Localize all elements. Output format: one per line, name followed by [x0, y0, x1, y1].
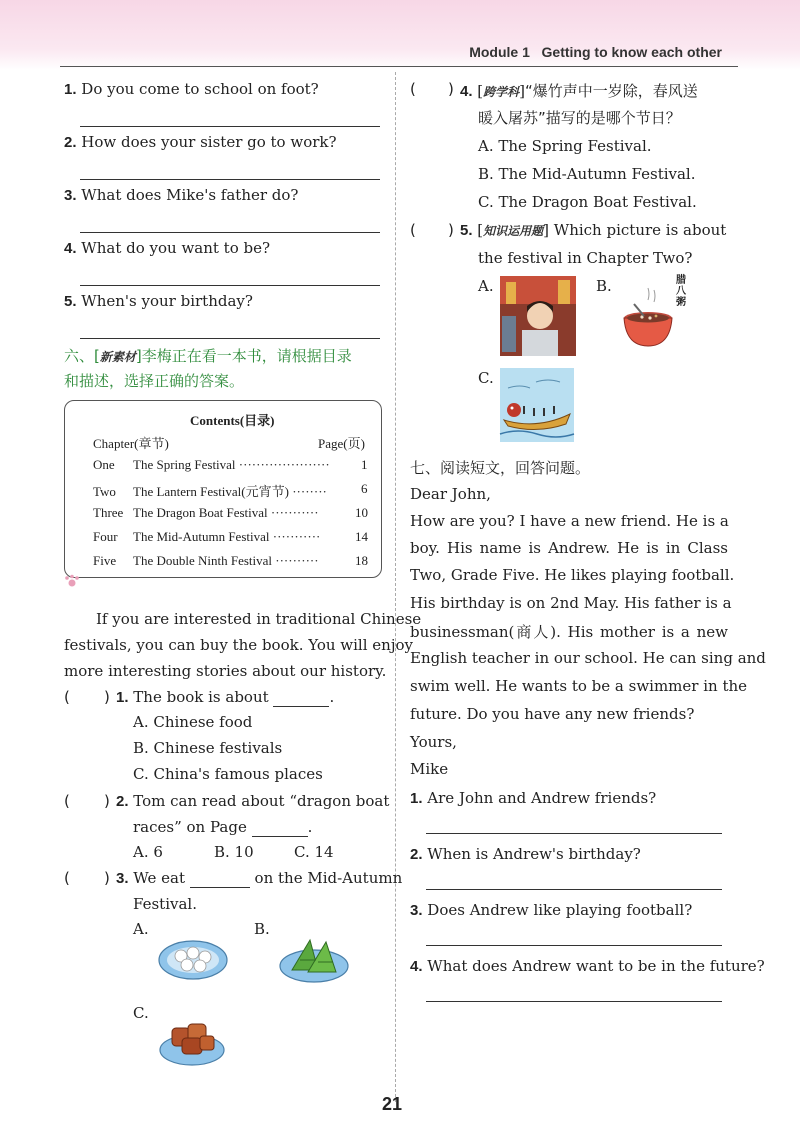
answer-line-2[interactable]: [80, 179, 380, 180]
answer-paren-close[interactable]: ): [448, 80, 454, 98]
q5-option-label[interactable]: C.: [478, 369, 494, 387]
answer-line[interactable]: [426, 945, 722, 946]
mooncake-plate-image[interactable]: [158, 1018, 226, 1066]
q5-option-label[interactable]: B.: [596, 277, 612, 295]
header-rule: [60, 66, 738, 67]
chapter-row: Five The Double Ninth Festival ··········: [93, 553, 319, 568]
q3-stem: 3. We eat on the Mid-Autumn: [116, 869, 403, 887]
q2-option[interactable]: B. 10: [214, 843, 254, 861]
q3-option-label[interactable]: C.: [133, 1004, 149, 1022]
module-title: Getting to know each other: [541, 44, 722, 60]
letter-greeting: Dear John,: [410, 485, 491, 503]
q1-option[interactable]: C. China's famous places: [133, 765, 323, 783]
answer-paren-open[interactable]: (: [410, 221, 416, 239]
q4-stem: 4. [跨学科]“爆竹声中一岁除，春风送: [460, 82, 698, 100]
dragon-boat-picture[interactable]: [500, 368, 574, 442]
letter-line: future. Do you have any new friends?: [410, 705, 695, 723]
question-1: 1. Do you come to school on foot?: [64, 80, 319, 98]
passage-line: If you are interested in traditional Chinese: [96, 610, 422, 628]
answer-paren-close[interactable]: ): [448, 221, 454, 239]
q5-option-label[interactable]: A.: [478, 277, 494, 295]
q5-stem: 5. [知识运用题] Which picture is about: [460, 221, 727, 239]
answer-paren-open[interactable]: (: [410, 80, 416, 98]
q1-option[interactable]: B. Chinese festivals: [133, 739, 283, 757]
q3-option-label[interactable]: B.: [254, 920, 270, 938]
page-header: [469, 44, 722, 60]
question-2: 2. How does your sister go to work?: [64, 133, 337, 151]
page-number: 21: [382, 1094, 403, 1114]
answer-line[interactable]: [426, 1001, 722, 1002]
chapter-row: One The Spring Festival ·····················: [93, 457, 330, 472]
zongzi-plate-image[interactable]: [278, 934, 350, 984]
question-4: 4. What do you want to be?: [64, 239, 271, 257]
answer-paren-close[interactable]: ): [104, 792, 110, 810]
answer-paren-close[interactable]: ): [104, 688, 110, 706]
answer-paren-open[interactable]: (: [64, 869, 70, 887]
fill-blank[interactable]: [252, 818, 308, 837]
passage-line: festivals, you can buy the book. You will enjoy: [64, 636, 413, 654]
section6-tag: 新素材: [99, 350, 136, 364]
letter-line: swim well. He wants to be a swimmer in the: [410, 677, 748, 695]
q1-stem: 1. The book is about .: [116, 688, 335, 706]
q3-option-label[interactable]: A.: [133, 920, 149, 938]
module-label: Module 1: [469, 44, 530, 60]
bowl-label: 腊八粥: [676, 275, 686, 308]
question-5: 5. When's your birthday?: [64, 292, 253, 310]
answer-paren-open[interactable]: (: [64, 792, 70, 810]
letter-line: English teacher in our school. He can sing and: [410, 649, 766, 667]
q4-option[interactable]: C. The Dragon Boat Festival.: [478, 193, 697, 211]
letter-signature: Mike: [410, 760, 449, 778]
answer-line-5[interactable]: [80, 338, 380, 339]
section7-question-1: 1. Are John and Andrew friends?: [410, 789, 657, 807]
tangyuan-plate-image[interactable]: [157, 938, 229, 982]
section7-question-2: 2. When is Andrew's birthday?: [410, 845, 641, 863]
section7-question-4: 4. What does Andrew want to be in the future?: [410, 957, 765, 975]
chapter-page: 1: [361, 457, 368, 472]
q5-tag: 知识运用题: [483, 224, 544, 238]
chapter-page: 6: [361, 481, 368, 496]
q5-stem-line2: the festival in Chapter Two?: [478, 249, 693, 267]
chapter-row: Two The Lantern Festival(元宵节) ········: [93, 484, 327, 499]
contents-box: [64, 400, 382, 578]
column-divider: [395, 72, 396, 1102]
fill-blank[interactable]: [273, 688, 329, 707]
section6-heading-line2: 和描述，选择正确的答案。: [64, 372, 245, 390]
section6-heading: 六、[新素材]李梅正在看一本书，请根据目录: [64, 347, 352, 365]
answer-line[interactable]: [426, 833, 722, 834]
page-header-label: Page(页): [318, 436, 365, 451]
section7-heading: 七、阅读短文，回答问题。: [410, 459, 591, 477]
chapter-page: 18: [355, 553, 368, 568]
letter-line: boy. His name is Andrew. He is in Class: [410, 539, 728, 557]
chapter-header: Chapter(章节): [93, 436, 169, 451]
q1-option[interactable]: A. Chinese food: [133, 713, 253, 731]
letter-line: His birthday is on 2nd May. His father is a: [410, 594, 732, 612]
q2-stem: 2. Tom can read about “dragon boat: [116, 792, 390, 810]
chapter-row: Four The Mid-Autumn Festival ···········: [93, 529, 321, 544]
q3-stem-line2: Festival.: [133, 895, 197, 913]
letter-closing: Yours,: [410, 733, 457, 751]
answer-line-1[interactable]: [80, 126, 380, 127]
answer-paren-close[interactable]: ): [104, 869, 110, 887]
letter-line: businessman(商人). His mother is a new: [410, 623, 728, 641]
chapter-row: Three The Dragon Boat Festival ···········: [93, 505, 319, 520]
question-3: 3. What does Mike's father do?: [64, 186, 299, 204]
answer-paren-open[interactable]: (: [64, 688, 70, 706]
section7-question-3: 3. Does Andrew like playing football?: [410, 901, 693, 919]
spring-festival-picture[interactable]: [500, 276, 576, 356]
q2-option[interactable]: A. 6: [133, 843, 163, 861]
letter-line: How are you? I have a new friend. He is a: [410, 512, 729, 530]
q4-option[interactable]: A. The Spring Festival.: [478, 137, 652, 155]
contents-title: Contents(目录): [190, 413, 275, 428]
q4-option[interactable]: B. The Mid-Autumn Festival.: [478, 165, 696, 183]
paw-icon: [64, 574, 80, 588]
passage-line: more interesting stories about our history.: [64, 662, 387, 680]
answer-line[interactable]: [426, 889, 722, 890]
q2-option[interactable]: C. 14: [294, 843, 334, 861]
chapter-page: 10: [355, 505, 368, 520]
q2-stem-line2: races” on Page .: [133, 818, 313, 836]
chapter-page: 14: [355, 529, 368, 544]
letter-line: Two, Grade Five. He likes playing football.: [410, 566, 735, 584]
q4-stem-line2: 暖入屠苏”描写的是哪个节日？: [478, 109, 681, 127]
answer-line-4[interactable]: [80, 285, 380, 286]
answer-line-3[interactable]: [80, 232, 380, 233]
fill-blank[interactable]: [190, 869, 250, 888]
q4-tag: 跨学科: [483, 85, 520, 99]
